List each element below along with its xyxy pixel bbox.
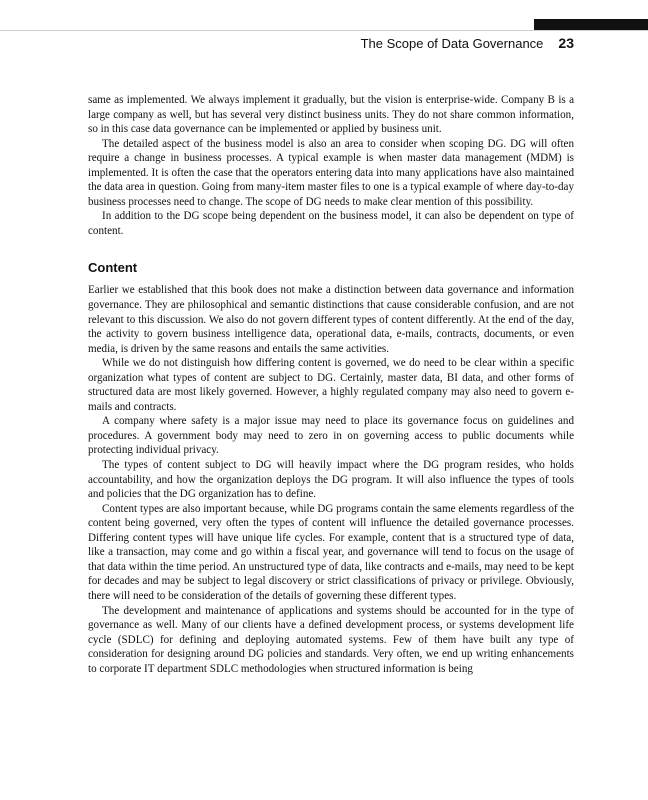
paragraph: Earlier we established that this book does not make a distinction between data governance and information governance. They are philosophical and semantic distinctions that cause considerable confusion, and are not relevant to this discussion. We also do not govern different types of content differently. At the end of the day, the activity to govern business intelligence data, operational data, e-mails, contracts, documents, or even media, is driven by the same reasons and entails the same activities. (88, 284, 574, 355)
paragraph: A company where safety is a major issue may need to place its governance focus on guidelines and procedures. A government body may need to zero in on governing access to public documents while protecting individual privacy. (88, 415, 574, 457)
paragraph: same as implemented. We always implement it gradually, but the vision is enterprise-wide. Company B is a large company as well, but has several very distinct business units. They do not share common information, so in this case data governance can be implemented or applied by business unit. (88, 94, 574, 136)
paragraph: The types of content subject to DG will heavily impact where the DG program resides, who holds accountability, and how the organization deploys the DG program. It will also influence the types of tools and policies that the DG organization has to define. (88, 459, 574, 501)
paragraph: Content types are also important because, while DG programs contain the same elements regardless of the content being governed, very often the types of content will influence the detailed governance processes. Differing content types will have unique life cycles. For example, content that is a structured type of data, like a transaction, may come and go within a fiscal year, and governance will tend to focus on the usage of that data within the time period. An unstructured type of data, like contracts and e-mails, may need to be kept for decades and may be subject to legal discovery or strict classifications of privacy or privilege. Obviously, there will need to be consideration of the details of governing these different types. (88, 502, 574, 602)
paragraph: While we do not distinguish how differing content is governed, we do need to be clear within a specific organization what types of content are subject to DG. Certainly, master data, BI data, and other forms of structured data are most likely governed. However, a highly regulated company may also need to govern e-mails and contracts. (88, 357, 574, 413)
page-body (88, 93, 574, 676)
paragraph: The development and maintenance of applications and systems should be accounted for in the type of governance as well. Many of our clients have a defined development process, or systems development life cycle (SDLC) for defining and deploying automated systems. Few of them have built any type of consideration for designing around DG policies and standards. Very often, we end up writing enhancements to corporate IT department SDLC methodologies when structured information is being (88, 604, 574, 675)
page-number: 23 (558, 35, 574, 51)
header-rule (0, 30, 648, 31)
running-header (361, 34, 574, 53)
paragraph: The detailed aspect of the business model is also an area to consider when scoping DG. DG will often require a change in business processes. A typical example is when master data management (MDM) is implemented. It is often the case that the operators entering data into many applications have also maintained the data area in question. Going from many-item master files to one is a typical example of where day-to-day business processes need to change. The scope of DG needs to make clear mention of this possibility. (88, 137, 574, 208)
paragraph: In addition to the DG scope being dependent on the business model, it can also be dependent on type of content. (88, 210, 574, 237)
section-heading-content: Content (88, 260, 138, 276)
section-spacer (88, 238, 574, 259)
running-title: The Scope of Data Governance (360, 36, 544, 51)
